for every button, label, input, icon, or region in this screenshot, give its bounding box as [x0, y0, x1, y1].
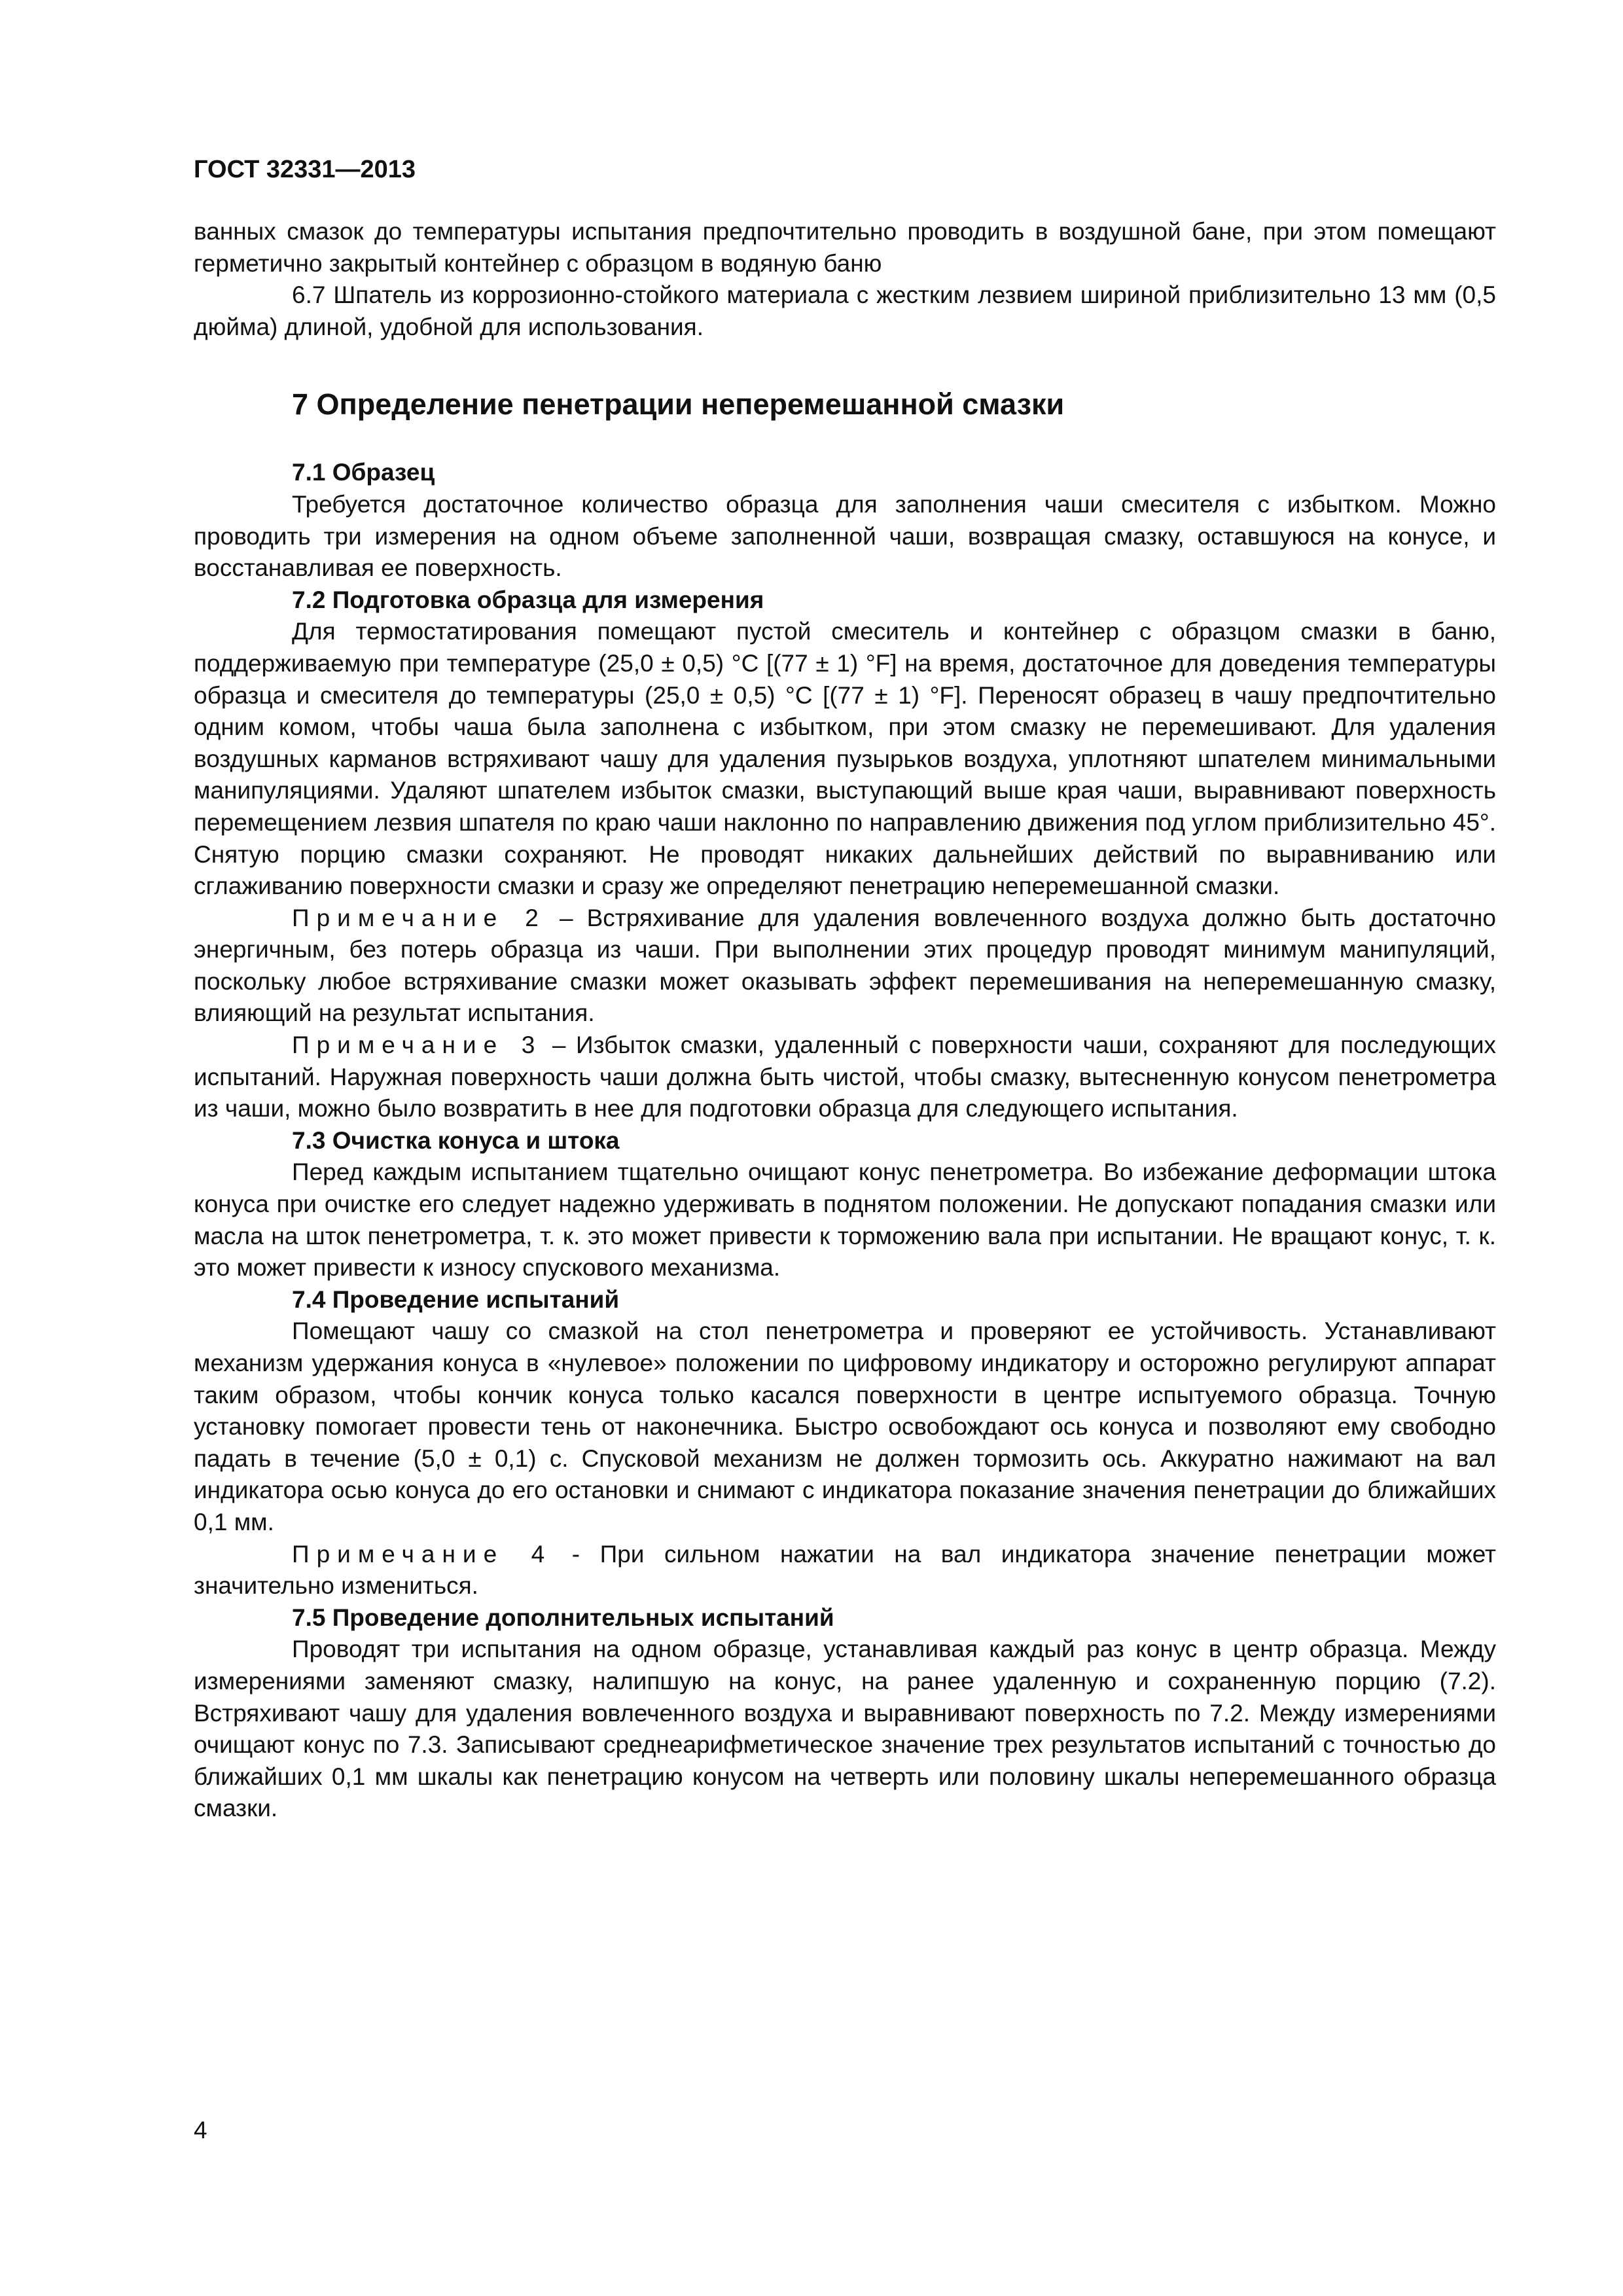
subsection-7-4-text: Помещают чашу со смазкой на стол пенетрометра и проверяют ее устойчивость. Устанавливают механизм удержания конуса в «нулевое» положении по цифровому индикатору и осторожно регулируют аппарат таким образом, чтобы кончик конуса только касался поверхности в центре испытуемого образца. Точную установку помогает провести тень от наконечника. Быстро освобождают ось конуса и позволяют ему свободно падать в течение (5,0 ± 0,1) с. Спусковой механизм не должен тормозить ось. Аккуратно нажимают на вал индикатора осью конуса до его остановки и снимают с индикатора показание значения пенетрации до ближайших 0,1 мм. — [194, 1318, 1496, 1535]
note-3-label: Примечание 3 — [292, 1031, 543, 1059]
subsection-7-3-title: 7.3 Очистка конуса и штока — [292, 1126, 620, 1154]
note-4 — [194, 1539, 1496, 1602]
subsection-7-4-title: 7.4 Проведение испытаний — [292, 1285, 620, 1313]
page-number: 4 — [194, 2117, 207, 2144]
document-header: ГОСТ 32331—2013 — [194, 156, 416, 183]
subsection-7-3-text: Перед каждым испытанием тщательно очищают конус пенетрометра. Во избежание деформации штока конуса при очистке его следует надежно удерживать в поднятом положении. Не допускают попадания смазки или масла на шток пенетрометра, т. к. это может привести к торможению вала при испытании. Не вращают конус, т. к. это может привести к износу спускового механизма. — [194, 1158, 1496, 1282]
note-2-text: – Встряхивание для удаления вовлеченного воздуха должно быть достаточно энергичным, без потерь образца из чаши. При выполнении этих процедур проводят минимум манипуляций, поскольку любое встряхивание смазки может оказывать эффект перемешивания на неперемешанную смазку, влияющий на результат испытания. — [194, 904, 1496, 1027]
subsection-7-5-title: 7.5 Проведение дополнительных испытаний — [292, 1604, 834, 1631]
subsection-7-2-text: Для термостатирования помещают пустой смеситель и контейнер с образцом смазки в баню, поддерживаемую при температуре (25,0 ± 0,5) °С [(77 ± 1) °F] на время, достаточное для доведения температуры образца и смесителя до температуры (25,0 ± 0,5) °С [(77 ± 1) °F]. Переносят образец в чашу предпочтительно одним комом, чтобы чаша была заполнена с избытком, при этом смазку не перемешивают. Для удаления воздушных карманов встряхивают чашу для удаления пузырьков воздуха, уплотняют шпателем минимальными манипуляциями. Удаляют шпателем избыток смазки, выступающий выше края чаши, выравнивают поверхность перемещением лезвия шпателя по краю чаши наклонно по направлению движения под углом приблизительно 45°. Снятую порцию смазки сохраняют. Не проводят никаких дальнейших действий по выравниванию или сглаживанию поверхности смазки и сразу же определяют пенетрацию неперемешанной смазки. — [194, 618, 1496, 900]
subsection-7-2-title: 7.2 Подготовка образца для измерения — [292, 586, 764, 613]
note-3 — [194, 1030, 1496, 1125]
intro-paragraph-continuation: ванных смазок до температуры испытания предпочтительно проводить в воздушной бане, при этом помещают герметично закрытый контейнер с образцом в водяную баню — [194, 218, 1496, 277]
note-3-text: – Избыток смазки, удаленный с поверхности чаши, сохраняют для последующих испытаний. Наружная поверхность чаши должна быть чистой, чтобы смазку, вытесненную конусом пенетрометра из чаши, можно было возвратить в нее для подготовки образца для следующего испытания. — [194, 1031, 1496, 1122]
note-4-label: Примечание 4 — [292, 1540, 552, 1568]
document-page — [194, 154, 1496, 1825]
note-2 — [194, 903, 1496, 1030]
note-4-text: - При сильном нажатии на вал индикатора значение пенетрации может значительно измениться. — [194, 1540, 1496, 1600]
note-2-label: Примечание 2 — [292, 904, 546, 931]
intro-paragraph-6-7: 6.7 Шпатель из коррозионно-стойкого материала с жестким лезвием шириной приблизительно 13 мм (0,5 дюйма) длиной, удобной для использования. — [194, 281, 1496, 340]
section-7-title: 7 Определение пенетрации неперемешанной смазки — [292, 387, 1065, 422]
subsection-7-1-text: Требуется достаточное количество образца для заполнения чаши смесителя с избытком. Можно проводить три измерения на одном объеме заполненной чаши, возвращая смазку, оставшуюся на конусе, и восстанавливая ее поверхность. — [194, 490, 1496, 582]
subsection-7-1-title: 7.1 Образец — [292, 459, 435, 486]
subsection-7-5-text: Проводят три испытания на одном образце, устанавливая каждый раз конус в центр образца. Между измерениями заменяют смазку, налипшую на конус, на ранее удаленную и сохраненную порцию (7.2). Встряхивают чашу для удаления вовлеченного воздуха и выравнивают поверхность по 7.2. Между измерениями очищают конус по 7.3. Записывают среднеарифметическое значение трех результатов испытаний с точностью до ближайших 0,1 мм шкалы как пенетрацию конусом на четверть или половину шкалы неперемешанного образца смазки. — [194, 1636, 1496, 1822]
